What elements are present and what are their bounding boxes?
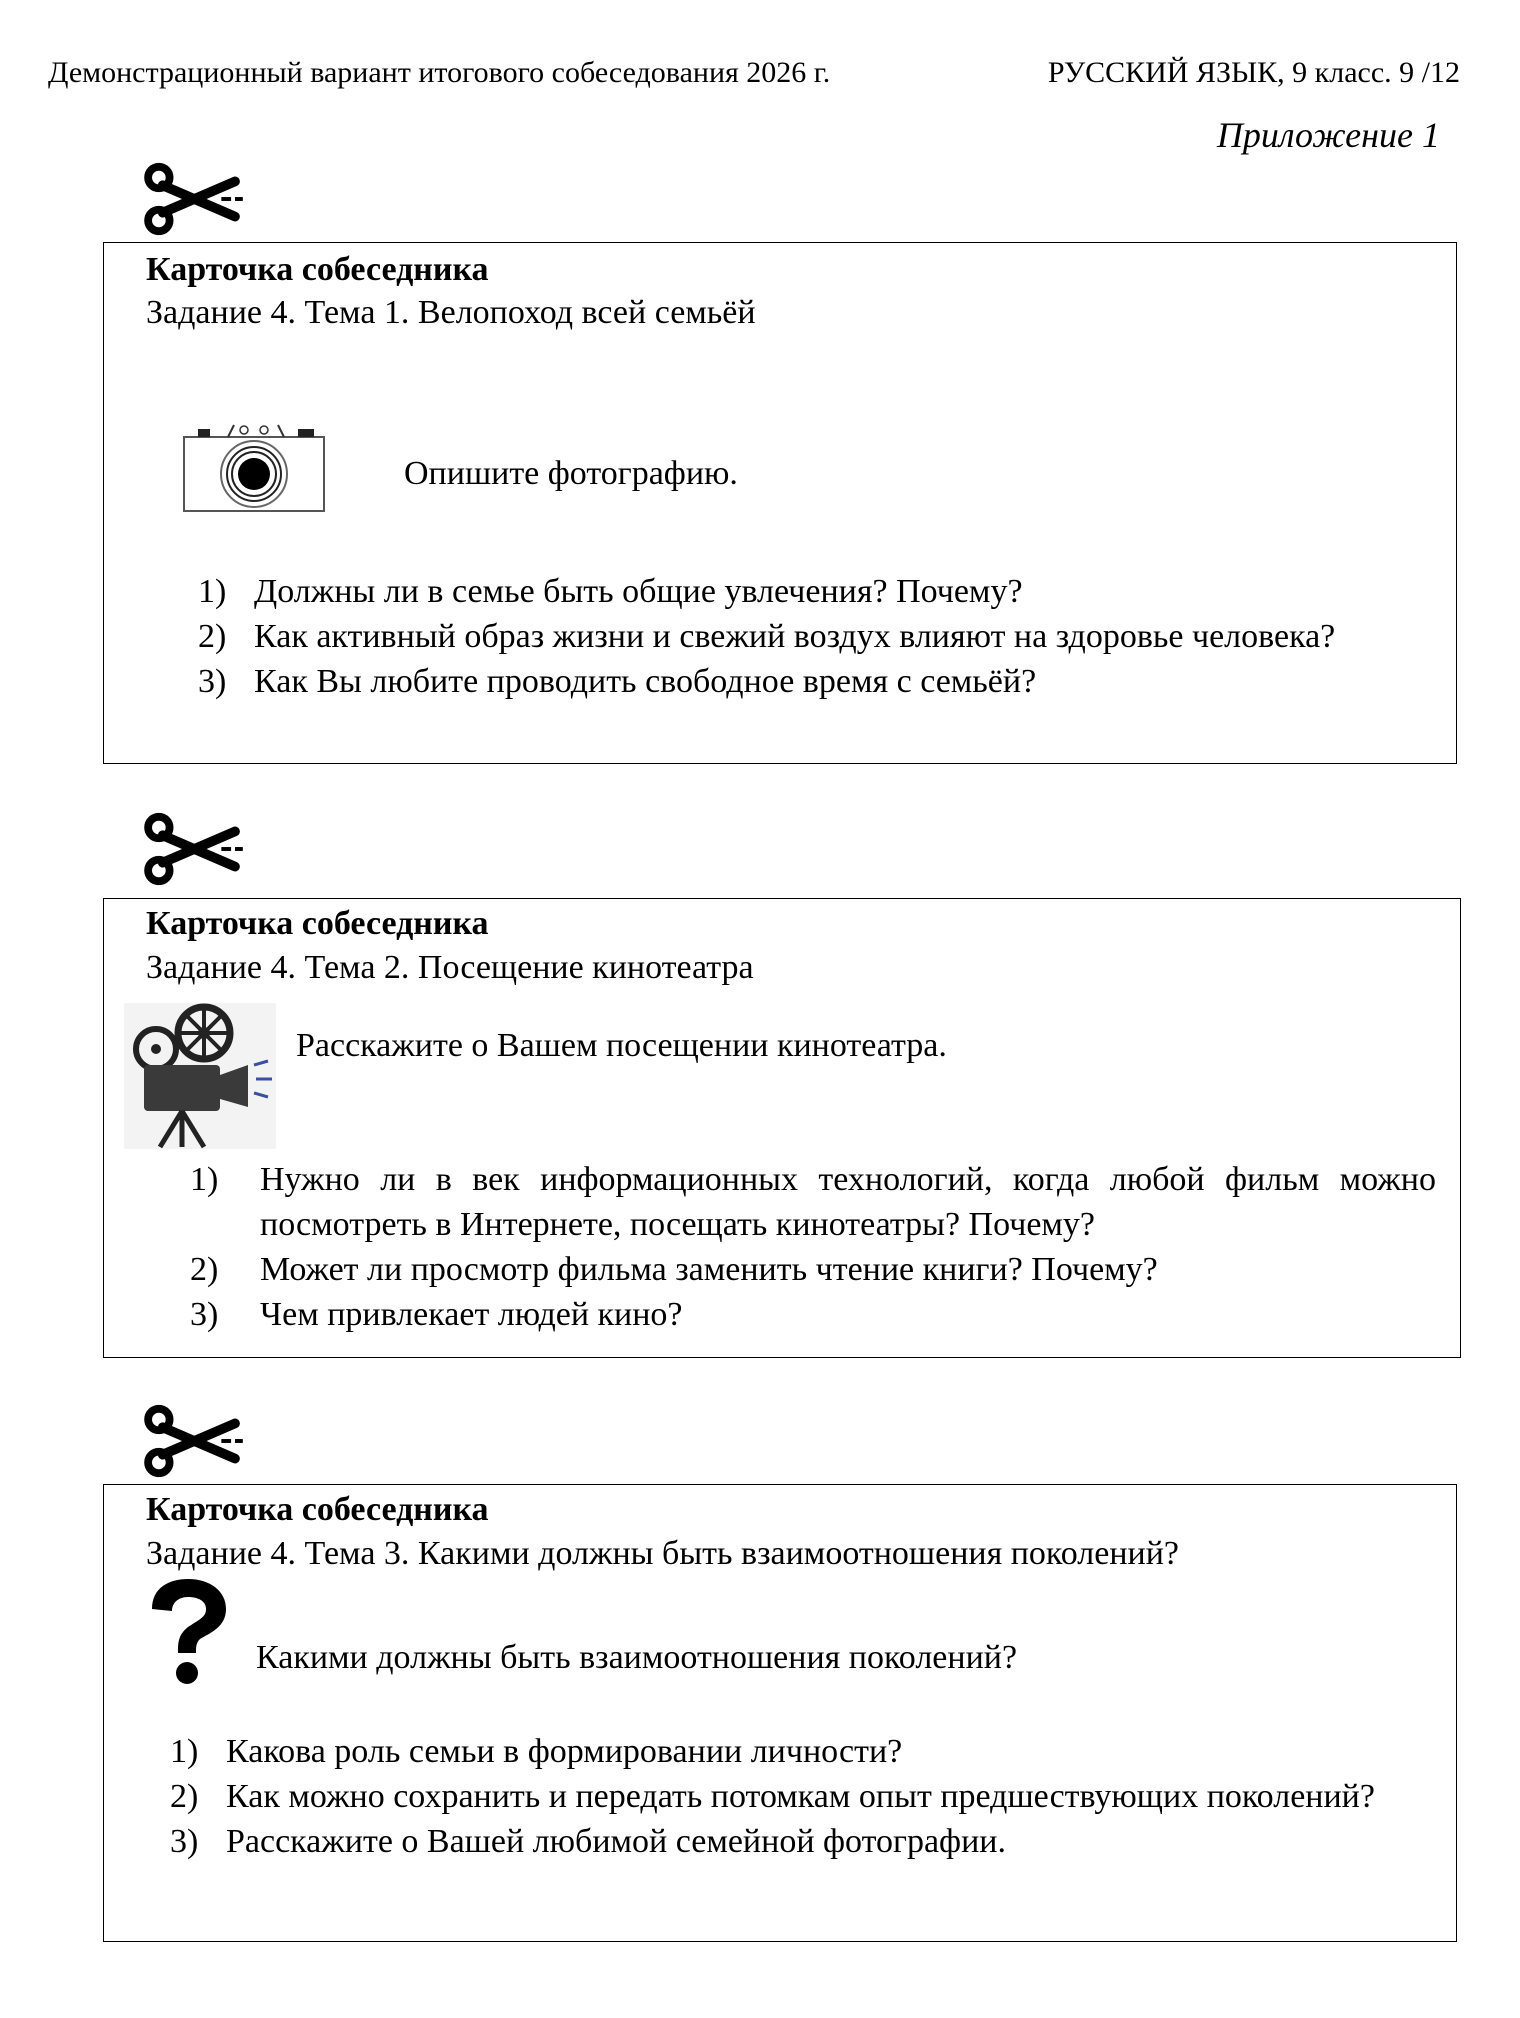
interlocutor-card-3 bbox=[103, 1484, 1457, 1942]
list-item: 1) Должны ли в семье быть общие увлечения? Почему? bbox=[198, 573, 1023, 610]
appendix-label: Приложение 1 bbox=[1216, 115, 1440, 155]
question-mark-icon bbox=[144, 1577, 234, 1687]
list-item: 2) Как активный образ жизни и свежий воздух влияют на здоровье человека? bbox=[198, 618, 1336, 655]
question-list bbox=[198, 569, 1430, 704]
question-list bbox=[170, 1729, 1434, 1864]
list-item: 3) Как Вы любите проводить свободное время с семьёй? bbox=[198, 663, 1037, 700]
card-title: Карточка собеседника bbox=[146, 251, 489, 288]
film-projector-icon bbox=[124, 1003, 276, 1149]
list-item: 1) Какова роль семьи в формировании личности? bbox=[170, 1733, 903, 1770]
card-prompt: Расскажите о Вашем посещении кинотеатра. bbox=[296, 1027, 947, 1064]
document-header-title: Демонстрационный вариант итогового собеседования 2026 г. bbox=[48, 56, 831, 89]
document-header-subject: РУССКИЙ ЯЗЫК, 9 класс. 9 /12 bbox=[1047, 56, 1460, 89]
card-title: Карточка собеседника bbox=[146, 1491, 489, 1528]
list-item: 1) Нужно ли в век информационных технологий, когда любой фильм можно посмотреть в Интернете, посещать кинотеатры? Почему? bbox=[190, 1161, 1436, 1243]
scissors-icon bbox=[142, 158, 246, 240]
list-item: 3) Расскажите о Вашей любимой семейной фотографии. bbox=[170, 1823, 1006, 1860]
interlocutor-card-2 bbox=[103, 898, 1461, 1358]
card-title: Карточка собеседника bbox=[146, 905, 489, 942]
scissors-icon bbox=[142, 1400, 246, 1482]
card-subtitle: Задание 4. Тема 1. Велопоход всей семьёй bbox=[146, 294, 756, 331]
camera-icon bbox=[182, 421, 326, 513]
card-prompt: Опишите фотографию. bbox=[404, 455, 738, 492]
interlocutor-card-1 bbox=[103, 242, 1457, 764]
card-subtitle: Задание 4. Тема 3. Какими должны быть взаимоотношения поколений? bbox=[146, 1535, 1179, 1572]
card-prompt: Какими должны быть взаимоотношения поколений? bbox=[256, 1639, 1018, 1676]
list-item: 2) Как можно сохранить и передать потомкам опыт предшествующих поколений? bbox=[170, 1778, 1375, 1815]
card-subtitle: Задание 4. Тема 2. Посещение кинотеатра bbox=[146, 949, 754, 986]
list-item: 3) Чем привлекает людей кино? bbox=[190, 1296, 683, 1333]
question-list bbox=[190, 1157, 1436, 1337]
list-item: 2) Может ли просмотр фильма заменить чтение книги? Почему? bbox=[190, 1251, 1158, 1288]
scissors-icon bbox=[142, 808, 246, 890]
